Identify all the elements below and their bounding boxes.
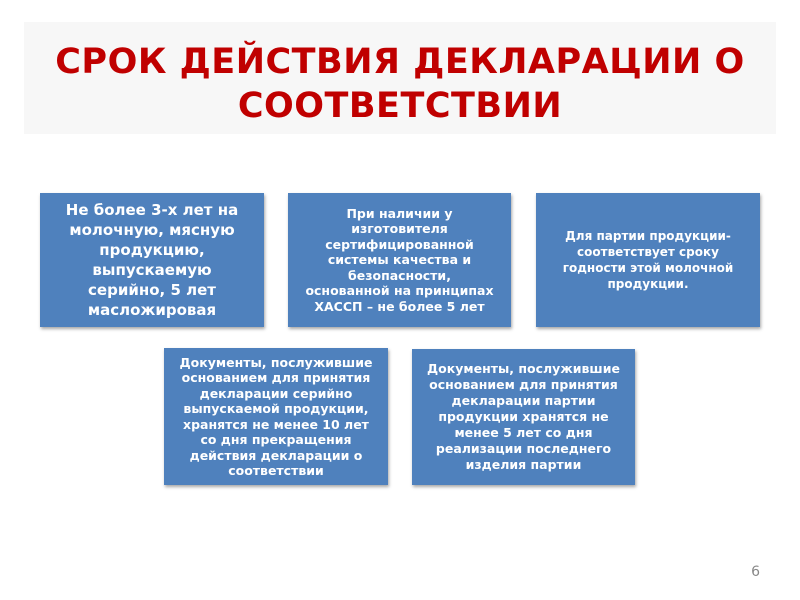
- page-number: 6: [751, 564, 760, 580]
- info-box-text: Для партии продукции- соответствует сроку годности этой молочной продукции.: [562, 229, 734, 291]
- info-box-documents-batch: [412, 349, 635, 485]
- info-box-shelf-life-serial: [40, 193, 264, 327]
- info-box-text: Документы, послужившие основанием для принятия декларации серийно выпускаемой продукции, хранятся не менее 10 лет со дня прекращения действия декларации о соответствии: [179, 354, 373, 478]
- info-box-documents-serial: [164, 348, 388, 485]
- info-box-haccp: [288, 193, 511, 327]
- info-box-text: Документы, послужившие основанием для принятия декларации партии продукции хранятся не менее 5 лет со дня реализации последнего изделия партии: [427, 361, 620, 472]
- info-box-text: Не более 3-х лет на молочную, мясную продукцию, выпускаемую серийно, 5 лет масложировая: [65, 201, 239, 319]
- slide-title: СРОК ДЕЙСТВИЯ ДЕКЛАРАЦИИ О СООТВЕТСТВИИ: [55, 42, 745, 126]
- info-box-batch: [536, 193, 760, 327]
- info-box-text: При наличии у изготовителя сертифицированной системы качества и безопасности, основанной на принципах ХАССП – не более 5 лет: [305, 205, 494, 314]
